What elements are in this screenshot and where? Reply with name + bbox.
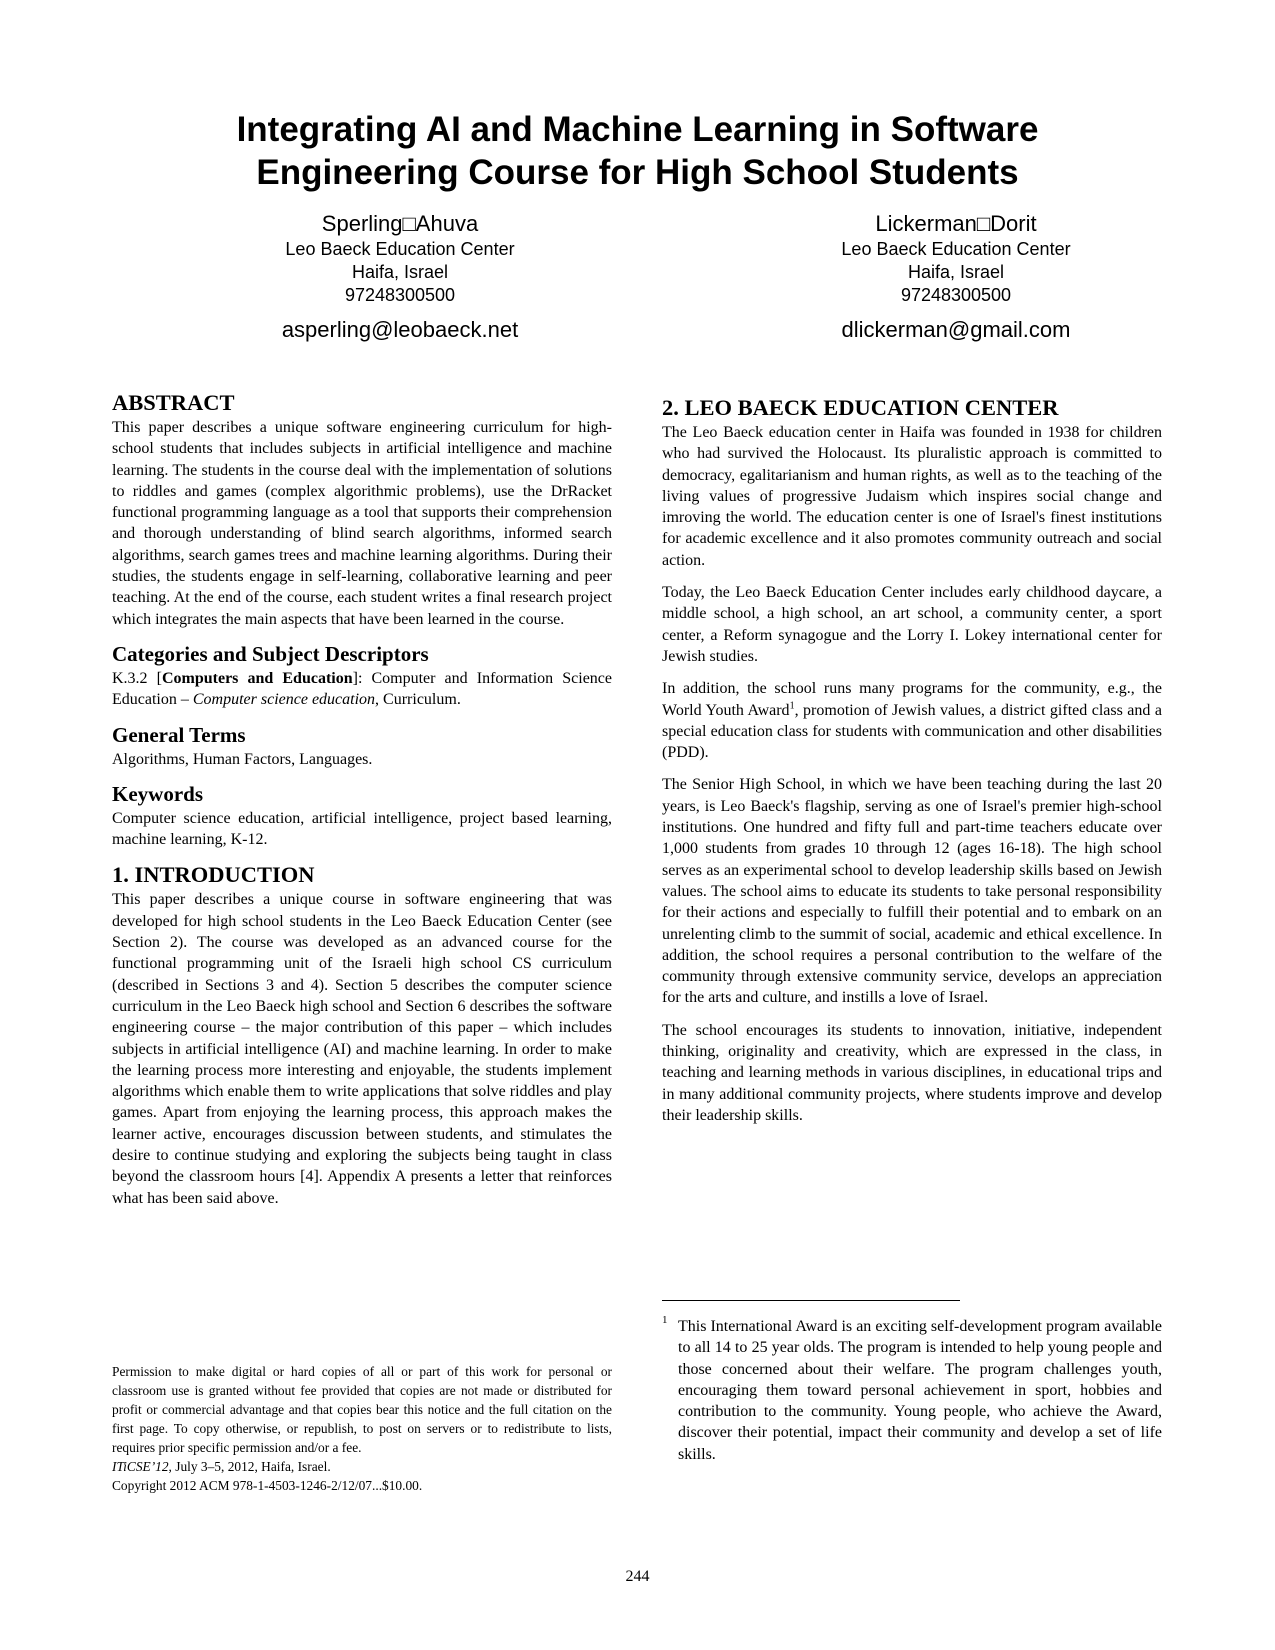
right-column (662, 395, 1162, 1137)
abstract-heading: ABSTRACT (112, 390, 235, 415)
venue-italic: ITiCSE’12 (112, 1459, 169, 1474)
categories-end: , Curriculum. (375, 691, 461, 709)
title-line-1: Integrating AI and Machine Learning in Software (236, 110, 1039, 149)
author-affiliation: Leo Baeck Education Center (285, 239, 515, 259)
section2-paragraph-4: The Senior High School, in which we have been teaching during the last 20 years, is Leo Baeck's flagship, serving as one of Israel's premier high-school institutions. One hundred and fifty full and part-time teachers educate over 1,000 students from grades 10 through 12 (ages 16-18). The high school serves as an experimental school to develop leadership skills based on Jewish values. The school aims to educate its students to take personal responsibility for their actions and especially to fulfill their potential and to embark on an unrelenting climb to the summit of social, academic and ethical excellence. In addition, the school requires a personal contribution to the welfare of the community through extensive community service, develops an appreciation for the arts and culture, and instills a love of Israel. (662, 776, 1162, 1007)
page-number: 244 (625, 1568, 650, 1585)
author-name: Sperling□Ahuva (321, 211, 479, 236)
permission-text: Permission to make digital or hard copies of all or part of this work for personal or classroom use is granted without fee provided that copies are not made or distributed for profit or commercial advantage and that copies bear this notice and the full citation on the first page. To copy otherwise, or republish, to post on servers or to redistribute to lists, requires prior specific permission and/or a fee. (112, 1364, 612, 1455)
author-affiliation: Leo Baeck Education Center (841, 239, 1071, 259)
general-terms-text: Algorithms, Human Factors, Languages. (112, 750, 373, 768)
section2-paragraph-5: The school encourages its students to innovation, initiative, independent thinking, originality and creativity, which are expressed in the class, in teaching and learning methods in various disciplines, in educational trips and in many additional community projects, where students improve and develop their leadership skills. (662, 1021, 1162, 1124)
permission-block (112, 1362, 612, 1495)
abstract-text: This paper describes a unique software engineering curriculum for high-school students that includes subjects in artificial intelligence and machine learning. The students in the course deal with the implementation of solutions to riddles and games (complex algorithmic problems), use the DrRacket functional programming language as a tool that supports their comprehension and thorough understanding of blind search algorithms, informed search algorithms, search games trees and machine learning algorithms. During their studies, the students engage in self-learning, collaborative learning and peer teaching. At the end of the course, each student writes a final research project which integrates the main aspects that have been learned in the course. (112, 419, 612, 628)
categories-text (112, 668, 612, 711)
categories-mid: ]: Computer and Information Science Education – (112, 669, 612, 709)
section2-paragraph-1: The Leo Baeck education center in Haifa was founded in 1938 for children who had survived the Holocaust. Its pluralistic approach is committed to democracy, egalitarianism and human rights, as well as to the teaching of the living values of progressive Judaism which inspires social change and imroving the world. The education center is one of Israel's finest institutions for academic excellence and it also promotes community outreach and social action. (662, 424, 1162, 569)
permission-venue (112, 1457, 612, 1476)
keywords-heading: Keywords (112, 781, 203, 806)
author-location: Haifa, Israel (351, 262, 449, 282)
introduction-heading: 1. INTRODUCTION (112, 862, 315, 888)
footnote-text: This International Award is an exciting self-development program available to all 14 to 25 year olds. The program is intended to help young people and those concerned about their welfare. The program challenges youth, encouraging them toward personal achievement in sport, hobbies and contribution to the community. Young people, who achieve the Award, discover their potential, impact their community and develop a set of life skills. (678, 1318, 1162, 1463)
categories-code: K.3.2 [ (112, 669, 162, 687)
author-email[interactable]: asperling@leobaeck.net (281, 317, 519, 342)
general-terms-heading: General Terms (112, 722, 246, 747)
categories-italic: Computer science education (192, 691, 376, 709)
section2-paragraph-3 (662, 678, 1162, 763)
author-email[interactable]: dlickerman@gmail.com (841, 317, 1071, 342)
categories-heading: Categories and Subject Descriptors (112, 641, 429, 666)
paragraph-3-end: , promotion of Jewish values, a district gifted class and a special education class for students with communication and other disabilities (PDD). (662, 701, 1162, 762)
title-line-2: Engineering Course for High School Students (256, 153, 1019, 192)
paragraph-3-start: In addition, the school runs many programs for the community, e.g., the World Youth Award (662, 680, 1162, 719)
left-column (112, 390, 612, 1209)
author-phone: 97248300500 (344, 285, 456, 305)
venue-rest: , July 3–5, 2012, Haifa, Israel. (168, 1459, 331, 1474)
section2-paragraph-2: Today, the Leo Baeck Education Center includes early childhood daycare, a middle school, a high school, an art school, a community center, a sport center, a Reform synagogue and the Lorry I. Lokey international center for Jewish studies. (662, 584, 1162, 665)
author-block-1 (180, 210, 620, 344)
categories-bold: Computers and Education (161, 669, 353, 687)
footnote (662, 1316, 1162, 1465)
footnote-reference: 1 (789, 700, 795, 712)
footnote-rule (662, 1300, 960, 1301)
author-location: Haifa, Israel (907, 262, 1005, 282)
introduction-text: This paper describes a unique course in software engineering that was developed for high school students in the Leo Baeck Education Center (see Section 2). The course was developed as an advanced course for the functional programming unit of the Israeli high school CS curriculum (described in Sections 3 and 4). Section 5 describes the computer science curriculum in the Leo Baeck high school and Section 6 describes the software engineering course – the major contribution of this paper – which includes subjects in artificial intelligence (AI) and machine learning. In order to make the learning process more interesting and enjoyable, the students implement algorithms which enable them to write applications that solve riddles and play games. Apart from enjoying the learning process, this approach makes the learner active, encourages discussion between students, and stimulates the desire to continue studying and exploring the subjects being taught in class beyond the classroom hours [4]. Appendix A presents a letter that reinforces what has been said above. (112, 891, 612, 1207)
permission-copyright: Copyright 2012 ACM 978-1-4503-1246-2/12/07...$10.00. (112, 1478, 423, 1493)
author-name: Lickerman□Dorit (875, 211, 1037, 236)
section2-heading: 2. LEO BAECK EDUCATION CENTER (662, 395, 1059, 420)
paper-title (120, 108, 1155, 194)
author-block-2 (736, 210, 1176, 344)
keywords-text: Computer science education, artificial intelligence, project based learning, machine learning, K-12. (112, 809, 612, 849)
footnote-mark: 1 (662, 1314, 668, 1326)
author-phone: 97248300500 (900, 285, 1012, 305)
